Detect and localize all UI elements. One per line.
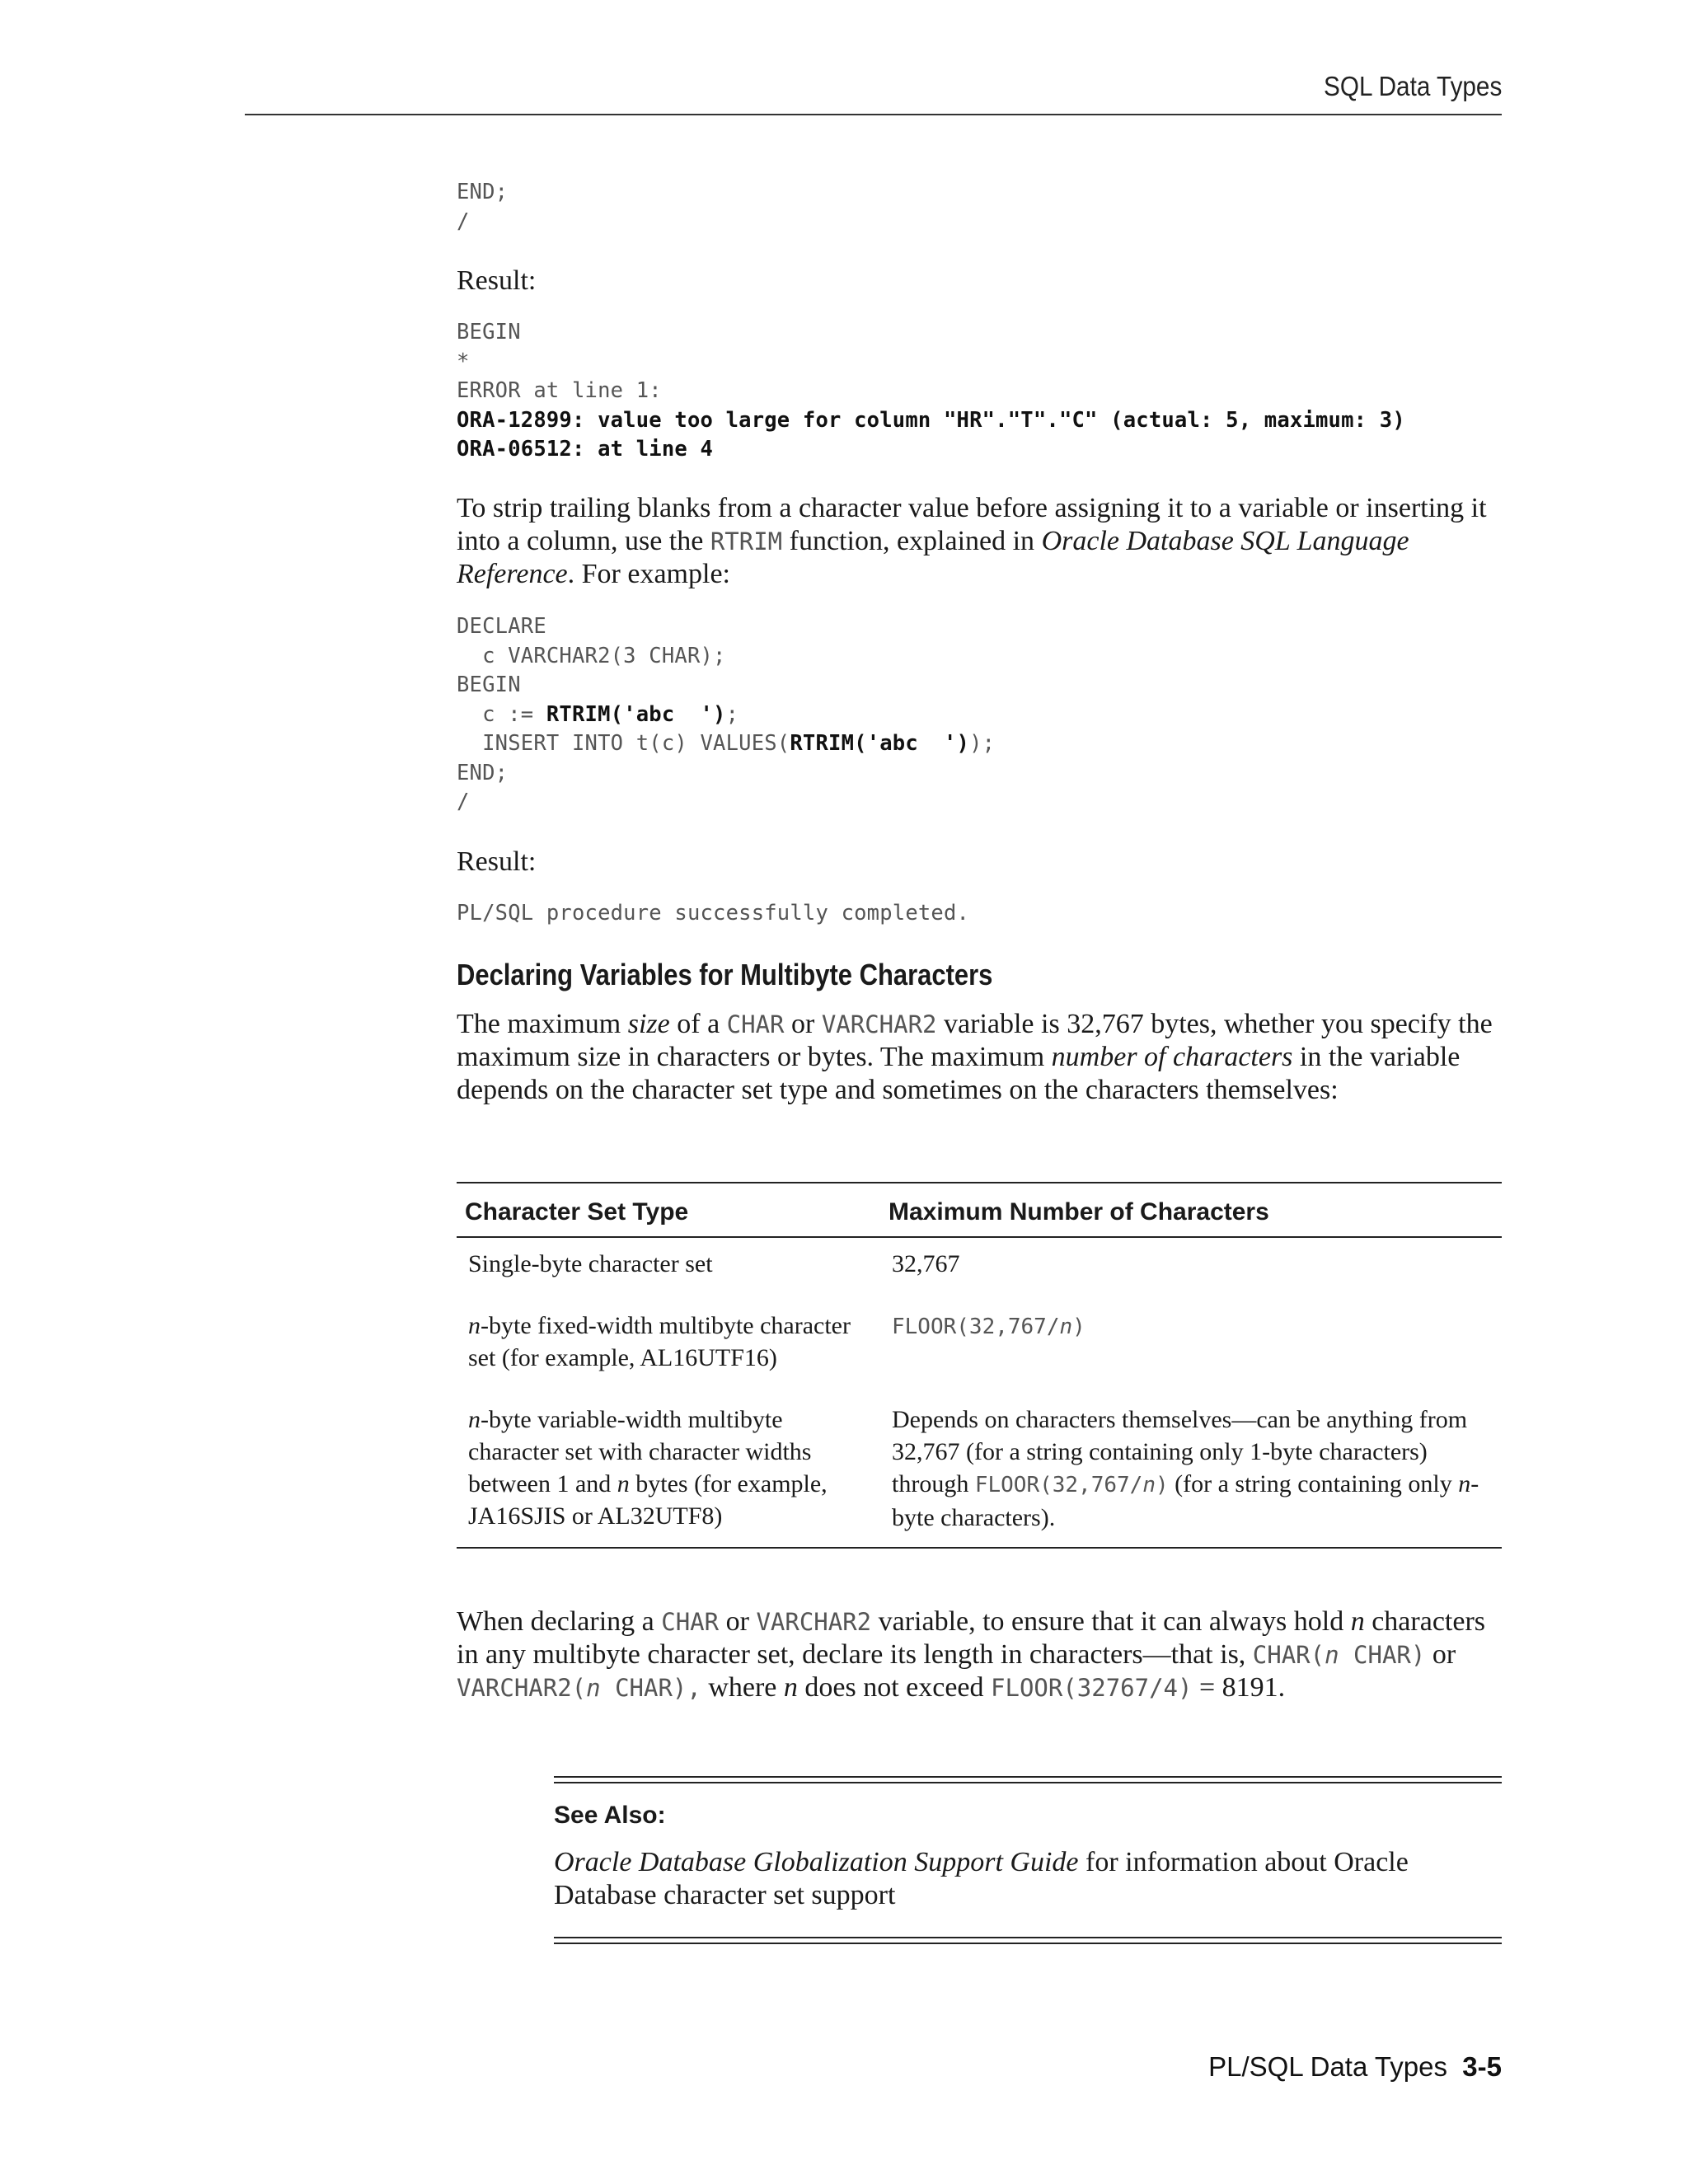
charset-table <box>457 1182 1502 1549</box>
error-line: ORA-06512: at line 4 <box>457 437 714 462</box>
doc-reference: Oracle Database SQL Language Reference <box>457 526 1409 589</box>
double-rule <box>554 1776 1502 1783</box>
table-row <box>457 1237 1502 1300</box>
code-block-end <box>457 178 1502 237</box>
page-footer <box>1208 2051 1502 2083</box>
table-row <box>457 1300 1502 1394</box>
error-line: ORA-12899: value too large for column "HR"."T"."C" (actual: 5, maximum: 3) <box>457 407 1405 433</box>
see-also-link[interactable]: Oracle Database Globalization Support Guide <box>554 1847 1079 1877</box>
code-line: ERROR at line 1: <box>457 378 662 403</box>
table-cell: Single-byte character set <box>468 1250 713 1277</box>
code-line: * <box>457 349 470 374</box>
code-line: BEGIN <box>457 320 521 344</box>
table-cell: n-byte variable-width multibyte character set with character widths between 1 and n bytes (for example, JA16SJIS or AL32UTF8) <box>457 1394 880 1548</box>
table-row <box>457 1394 1502 1548</box>
result-output: PL/SQL procedure successfully completed. <box>457 901 970 926</box>
table-header-cell: Maximum Number of Characters <box>880 1183 1502 1237</box>
header-rule <box>245 114 1502 115</box>
result-label: Result: <box>457 846 537 877</box>
table-cell: 32,767 <box>892 1250 960 1277</box>
code-line: END; <box>457 180 509 204</box>
table-cell: n-byte fixed-width multibyte character set (for example, AL16UTF16) <box>468 1312 851 1371</box>
code-line: / <box>457 209 470 234</box>
table-cell: Depends on characters themselves—can be anything from 32,767 (for a string containing only 1-byte characters) through FLOOR(32,767/n) (for a string containing only n-byte characters). <box>880 1394 1502 1548</box>
rtrim-paragraph: To strip trailing blanks from a character value before assigning it to a variable or inserting it into a column, use the RTRIM function, explained in Oracle Database SQL Language Reference. For example: <box>457 493 1487 589</box>
code-block-rtrim: DECLARE c VARCHAR2(3 CHAR); BEGIN c := RTRIM('abc '); INSERT INTO t(c) VALUES(RTRIM('abc ')); END; / <box>457 614 996 814</box>
page-number: 3-5 <box>1462 2051 1502 2082</box>
see-also-box <box>554 1776 1502 1944</box>
table-cell: FLOOR(32,767/n) <box>892 1315 1085 1339</box>
table-header-row <box>457 1183 1502 1237</box>
error-output-block <box>457 318 1502 465</box>
section-heading: Declaring Variables for Multibyte Characters <box>457 958 993 991</box>
declare-paragraph: When declaring a CHAR or VARCHAR2 variable, to ensure that it can always hold n characters in any multibyte character set, declare its length in characters—that is, CHAR(n CHAR) or VARCHAR2(n CHAR), where n does not exceed FLOOR(32767/4) = 8191. <box>457 1606 1485 1703</box>
running-header-title: SQL Data Types <box>1323 71 1502 101</box>
footer-chapter: PL/SQL Data Types <box>1208 2051 1447 2082</box>
result-label: Result: <box>457 265 537 296</box>
table-header-cell: Character Set Type <box>457 1183 880 1237</box>
see-also-title: See Also: <box>554 1802 666 1829</box>
see-also-text: Oracle Database Globalization Support Guide for information about Oracle Database character set support <box>554 1847 1409 1910</box>
inline-code: RTRIM <box>710 527 783 555</box>
intro-paragraph: The maximum size of a CHAR or VARCHAR2 variable is 32,767 bytes, whether you specify the maximum size in characters or bytes. The maximum number of characters in the variable depends on the character set type and sometimes on the characters themselves: <box>457 1009 1493 1105</box>
double-rule <box>554 1937 1502 1944</box>
